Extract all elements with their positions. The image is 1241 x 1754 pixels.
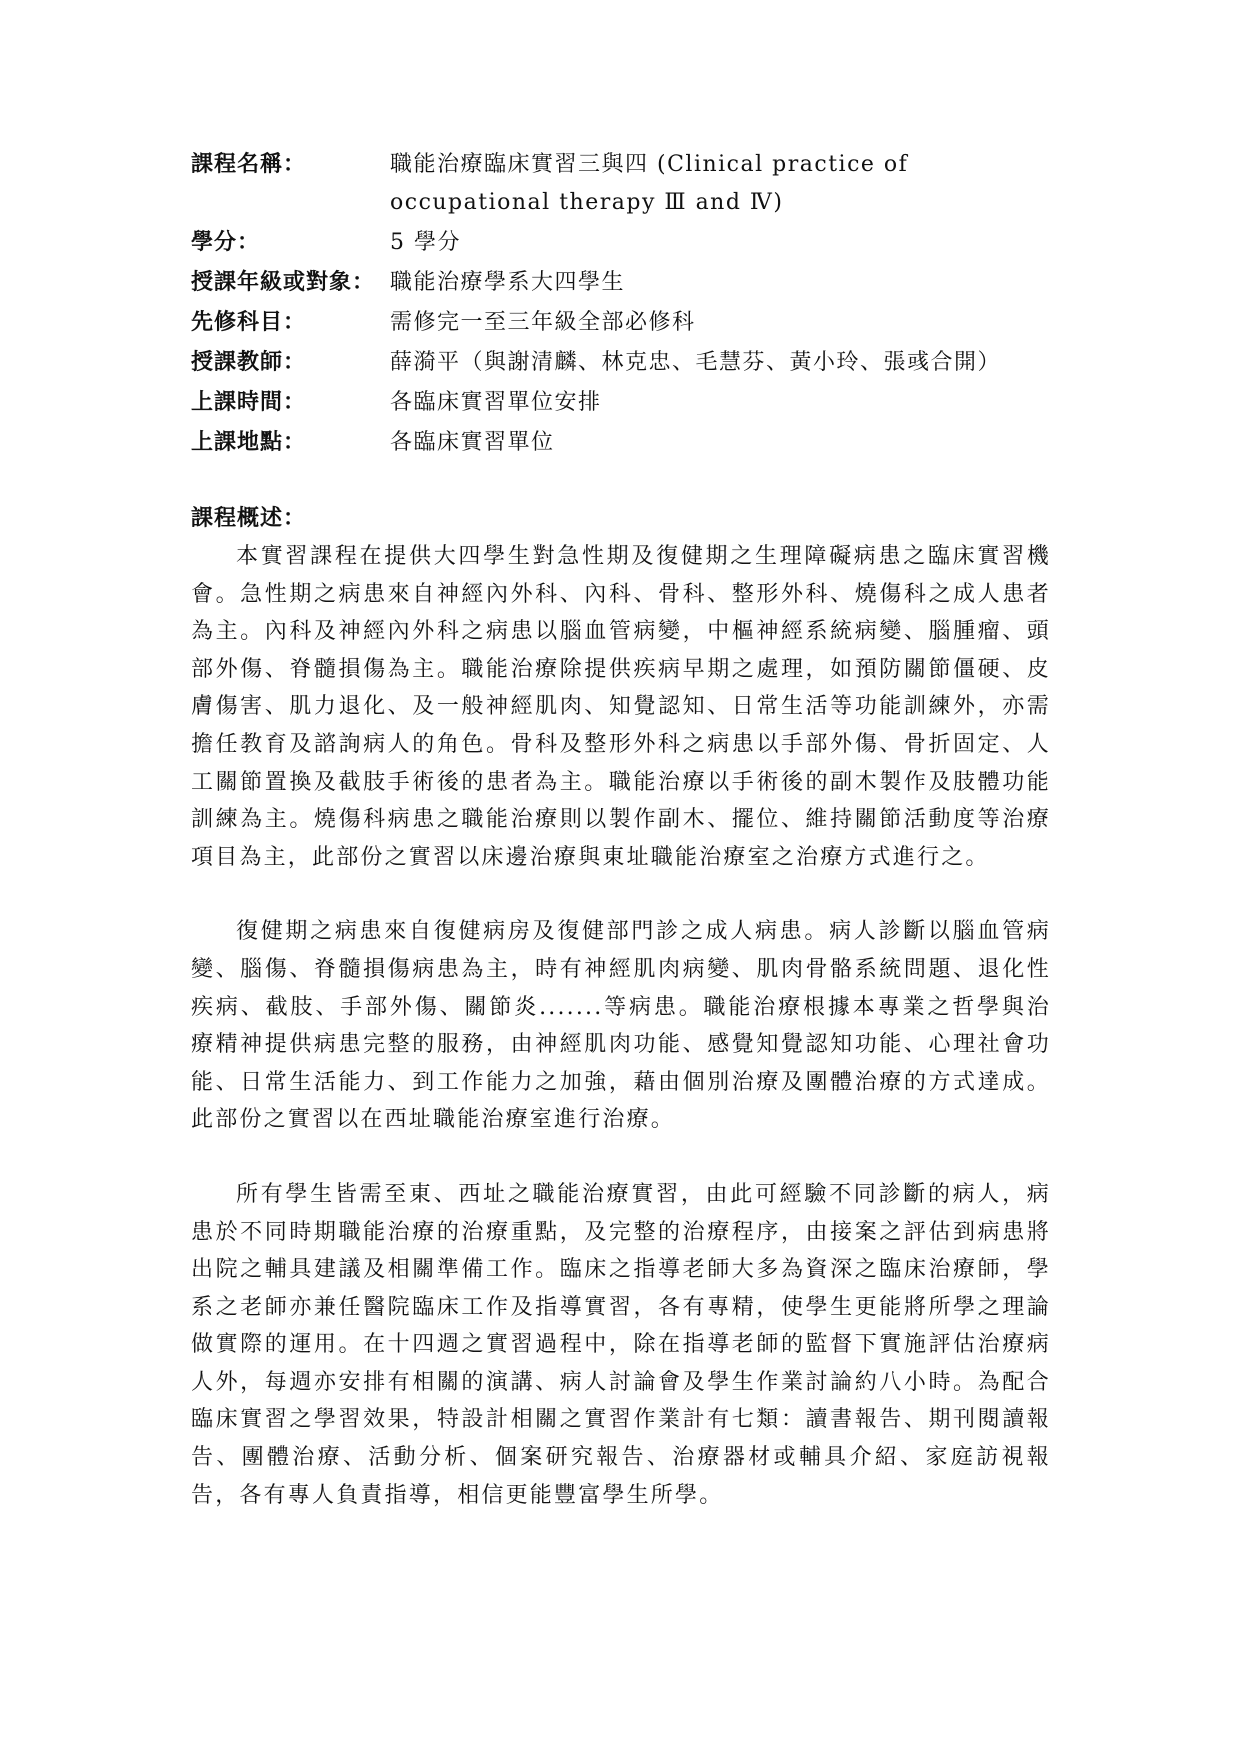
- course-overview-section: [191, 502, 1051, 1514]
- credits-label: 學分：: [191, 230, 261, 255]
- course-overview-title: 課程概述：: [191, 506, 307, 531]
- course-info-block: [191, 146, 1051, 462]
- document-page: [191, 146, 1051, 1551]
- instructor-row: [191, 344, 1051, 382]
- overview-paragraph-all-students: 所有學生皆需至東、西址之職能治療實習，由此可經驗不同診斷的病人，病患於不同時期職能治療的治療重點，及完整的治療程序，由接案之評估到病患將出院之輔具建議及相關準備工作。臨床之指導老師大多為資深之臨床治療師，學系之老師亦兼任醫院臨床工作及指導實習，各有專精，使學生更能將所學之理論做實際的運用。在十四週之實習過程中，除在指導老師的監督下實施評估治療病人外，每週亦安排有相關的演講、病人討論會及學生作業討論約八小時。為配合臨床實習之學習效果，特設計相關之實習作業計有七類：讀書報告、期刊閱讀報告、團體治療、活動分析、個案研究報告、治療器材或輔具介紹、家庭訪視報告，各有專人負責指導，相信更能豐富學生所學。: [191, 1181, 1051, 1508]
- class-location-value: 各臨床實習單位: [390, 430, 555, 455]
- prerequisites-value: 需修完一至三年級全部必修科: [390, 310, 696, 335]
- target-students-label: 授課年級或對象：: [191, 270, 376, 295]
- overview-paragraph-rehab: 復健期之病患來自復健病房及復健部門診之成人病患。病人診斷以腦血管病變、腦傷、脊髓損傷病患為主，時有神經肌肉病變、肌肉骨骼系統問題、退化性疾病、截肢、手部外傷、關節炎.......等病患。職能治療根據本專業之哲學與治療精神提供病患完整的服務，由神經肌肉功能、感覺知覺認知功能、心理社會功能、日常生活能力、到工作能力之加強，藉由個別治療及團體治療的方式達成。此部份之實習以在西址職能治療室進行治療。: [191, 919, 1051, 1133]
- class-time-label: 上課時間：: [191, 390, 307, 415]
- overview-paragraph-acute: 本實習課程在提供大四學生對急性期及復健期之生理障礙病患之臨床實習機會。急性期之病患來自神經內外科、內科、骨科、整形外科、燒傷科之成人患者為主。內科及神經內外科之病患以腦血管病變，中樞神經系統病變、腦腫瘤、頭部外傷、脊髓損傷為主。職能治療除提供疾病早期之處理，如預防關節僵硬、皮膚傷害、肌力退化、及一般神經肌肉、知覺認知、日常生活等功能訓練外，亦需擔任教育及諮詢病人的角色。骨科及整形外科之病患以手部外傷、骨折固定、人工關節置換及截肢手術後的患者為主。職能治療以手術後的副木製作及肢體功能訓練為主。燒傷科病患之職能治療則以製作副木、擺位、維持關節活動度等治療項目為主，此部份之實習以床邊治療與東址職能治療室之治療方式進行之。: [191, 544, 1051, 870]
- credits-row: [191, 224, 1051, 262]
- credits-value: 5 學分: [390, 230, 461, 255]
- instructor-label: 授課教師：: [191, 350, 307, 375]
- instructor-value: 薛漪平（與謝清麟、林克忠、毛慧芬、黃小玲、張彧合開）: [390, 350, 1002, 375]
- class-time-value: 各臨床實習單位安排: [390, 390, 602, 415]
- course-name-value: 職能治療臨床實習三與四 (Clinical practice of occupational therapy Ⅲ and Ⅳ): [390, 152, 909, 215]
- class-time-row: [191, 384, 1051, 422]
- target-students-value: 職能治療學系大四學生: [390, 270, 626, 295]
- prerequisites-row: [191, 304, 1051, 342]
- prerequisites-label: 先修科目：: [191, 310, 307, 335]
- class-location-label: 上課地點：: [191, 430, 307, 455]
- class-location-row: [191, 424, 1051, 462]
- target-students-row: [191, 264, 1051, 302]
- course-name-row: [191, 146, 1051, 222]
- course-name-label: 課程名稱：: [191, 152, 307, 177]
